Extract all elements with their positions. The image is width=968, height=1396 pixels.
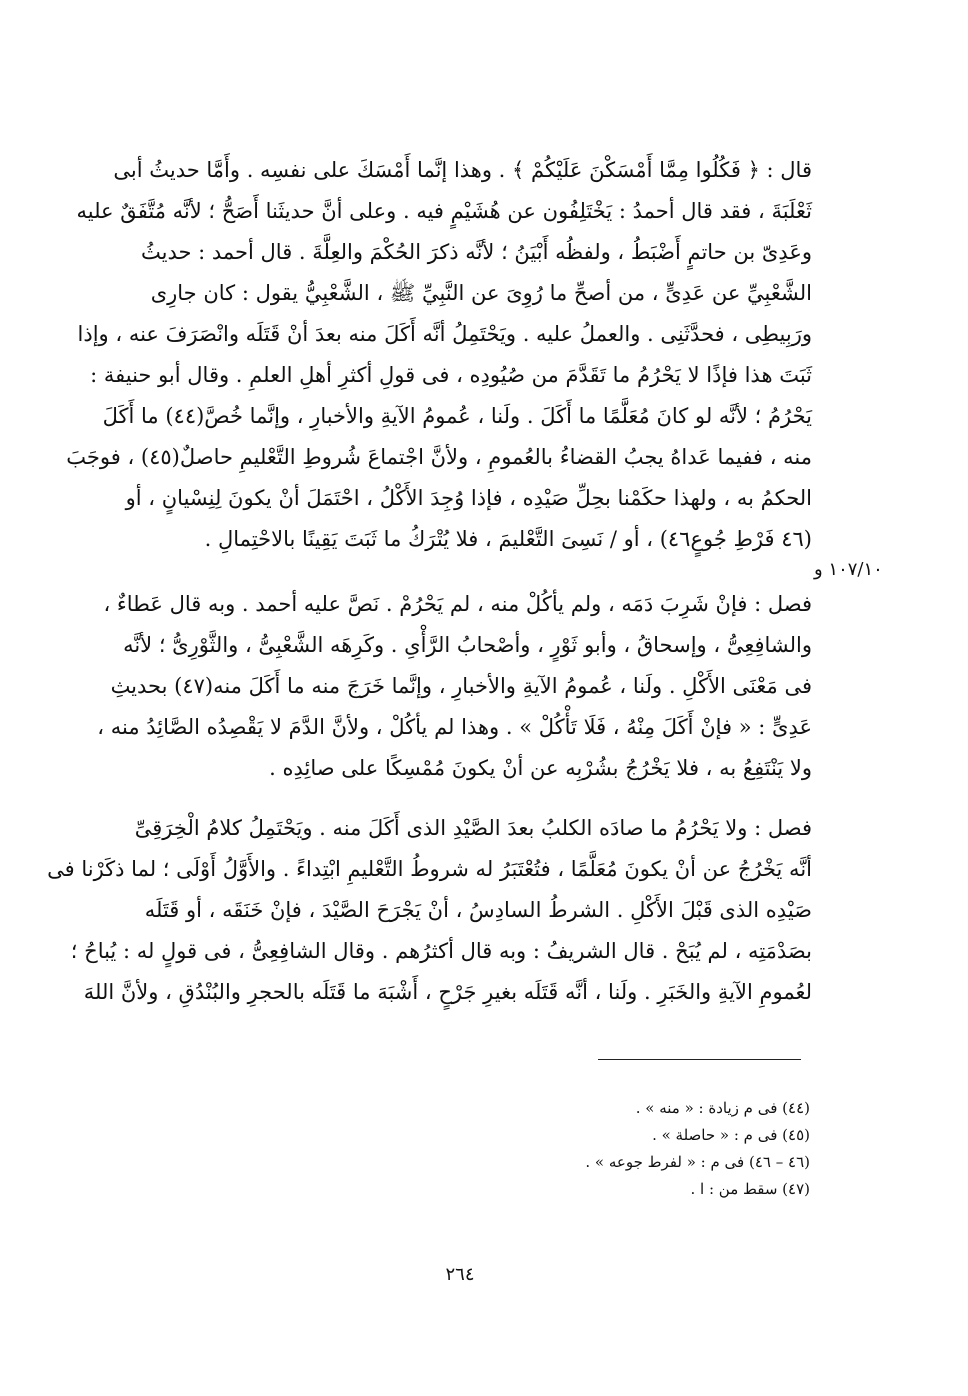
footnote: (٤٦ – ٤٦) فى م : « لفرط جوعه » . — [585, 1153, 810, 1171]
page-number: ٢٦٤ — [445, 1264, 475, 1285]
footnote: (٤٧) سقط من : ا . — [690, 1180, 810, 1198]
text-line: فصل : فإنْ شَرِبَ دَمَه ، ولم يأكُلْ منه ، لم يَحْرُمْ . نَصَّ عليه أحمد . وبه قال عَطاءٌ ، — [103, 592, 812, 616]
text-line: صَيْدِه الذى قَبْلَ الأَكْلِ . الشرطُ السادِسُ ، أنْ يَجْرَحَ الصَّيْدَ ، فإنْ خَنَقَه ، أو قَتَلَه — [144, 898, 812, 922]
footnote: (٤٤) فى م زيادة : « منه » . — [635, 1099, 810, 1117]
text-line: (٤٦ فَرْطِ جُوعٍ٤٦) ، أو / نَسِىَ التَّعْليمَ ، فلا يُتْرَكُ ما ثَبَتَ يَقِينًا بالاحْتِمالِ . — [204, 527, 812, 551]
text-line: ثَبَتَ هذا فإذًا لا يَحْرُمُ ما تَقَدَّمَ من صُيُودِه ، فى قولِ أكثرِ أهلِ العلمِ . وقال أبو حنيفة : — [90, 363, 812, 387]
text-line: الشَّعْبِيِّ عن عَدِىٍّ ، من أصحِّ ما رُوِىَ عن النَّبِيِّ ﷺ ، الشَّعْبِيُّ يقول : كان جارِى — [150, 281, 812, 305]
text-line: ورَبِيطِى ، فحدَّثَنِى . والعملُ عليه . ويَحْتَمِلُ أنَّه أَكَلَ منه بعدَ أنْ قَتَلَه وانْصَرَفَ عنه ، وإذا — [77, 322, 812, 346]
marginal-reference: ١٠٧/١٠ و — [814, 559, 883, 580]
paragraph-3 — [47, 808, 812, 1013]
text-line: والشافِعِىُّ ، وإسحاقُ ، وأبو ثَوْرٍ ، وأصْحابُ الرَّأْىِ . وكَرِهَه الشَّعْبِىُّ ، والثَّوْرِىُّ ؛ لأنَّه — [123, 633, 812, 657]
text-line: فصل : ولا يَحْرُمُ ما صادَه الكلبُ بعدَ الصَّيْدِ الذى أَكَلَ منه . ويَحْتَمِلُ كلامُ الْخِرَقِىِّ — [134, 816, 812, 840]
text-line: منه ، ففيما عَداهُ يجبُ القضاءُ بالعُمومِ ، ولأنَّ اجْتماعَ شُروطِ التَّعْليمِ حاصلٌ(٤٥) ، فوجَبَ — [66, 445, 812, 469]
text-line: بصَدْمَتِه ، لم يُبَحْ . قال الشريفُ : وبه قال أكثرُهم . وقال الشافِعِىُّ ، فى قولٍ له : يُباحُ ؛ — [70, 939, 812, 963]
text-line: ولا يَنْتَفِعُ به ، فلا يَخْرُجُ بشُرْبِه عن أنْ يكونَ مُمْسِكًا على صائِدِه . — [269, 756, 812, 780]
text-line: وعَدِىّ بن حاتمٍ أَضْبَطُ ، ولفظُه أَبْيَنُ ؛ لأنَّه ذكرَ الحُكْمَ والعِلَّةَ . قال أحمد : حديثُ — [141, 240, 812, 264]
footnotes — [360, 1095, 810, 1203]
text-line: فى مَعْنَى الأَكْلِ . ولَنا ، عُمومُ الآيةِ والأخبارِ ، وإنَّما خَرَجَ منه ما أَكَلَ منه(٤٧) بحديثِ — [110, 674, 812, 698]
text-line: ثَعْلَبَةَ ، فقد قال أحمدُ : يَخْتَلِفُون عن هُشَيْمٍ فيه . وعلى أنَّ حديثَنا أَصَحُّ ؛ لأنَّه مُتَّفَقٌ عليه — [76, 199, 812, 223]
text-line: لعُمومِ الآيةِ والخَبَرِ . ولَنا ، أنَّه قَتَلَه بغيرِ جَرْحٍ ، أَشْبَهَ ما قَتَلَه بالحجرِ والبُنْدُقِ ، ولأنَّ اللهَ — [83, 980, 812, 1004]
text-line: أنَّه يَخْرُجُ عن أنْ يكونَ مُعَلَّمًا ، فتُعْتَبَرُ له شروطُ التَّعْليمِ ابْتِداءً . والأَوَّلُ أَوْلَى ؛ لما ذكَرْنا فى — [47, 857, 812, 881]
text-line: الحكمُ به ، ولهذا حكَمْنا بحِلِّ صَيْدِه ، فإذا وُجِدَ الأَكْلُ ، احْتَمَلَ أنْ يكونَ لِنِسْيانٍ ، أو — [125, 486, 812, 510]
footnote: (٤٥) فى م : « حاصلة » . — [652, 1126, 810, 1144]
text-line: عَدِىٍّ : « فإنْ أَكَلَ مِنْهُ ، فَلَا تَأْكُلْ » . وهذا لم يأكُلْ ، ولأنَّ الدَّمَ لا يَقْصِدُه الصَّائِدُ منه ، — [97, 715, 812, 739]
paragraph-2 — [97, 584, 812, 789]
footnote-divider — [598, 1059, 801, 1060]
text-line: قال : ﴿ فَكُلُوا مِمَّا أَمْسَكْنَ عَلَيْكُمْ ﴾ . وهذا إنَّما أَمْسَكَ على نفسِه . وأَمَّا حديثُ أبى — [113, 158, 812, 182]
text-line: يَحْرُمُ ؛ لأنَّه لو كانَ مُعَلَّمًا ما أَكَلَ . ولَنا ، عُمومُ الآيةِ والأخبارِ ، وإنَّما خُصَّ(٤٤) ما أَكَلَ — [102, 404, 812, 428]
paragraph-1 — [66, 150, 812, 560]
